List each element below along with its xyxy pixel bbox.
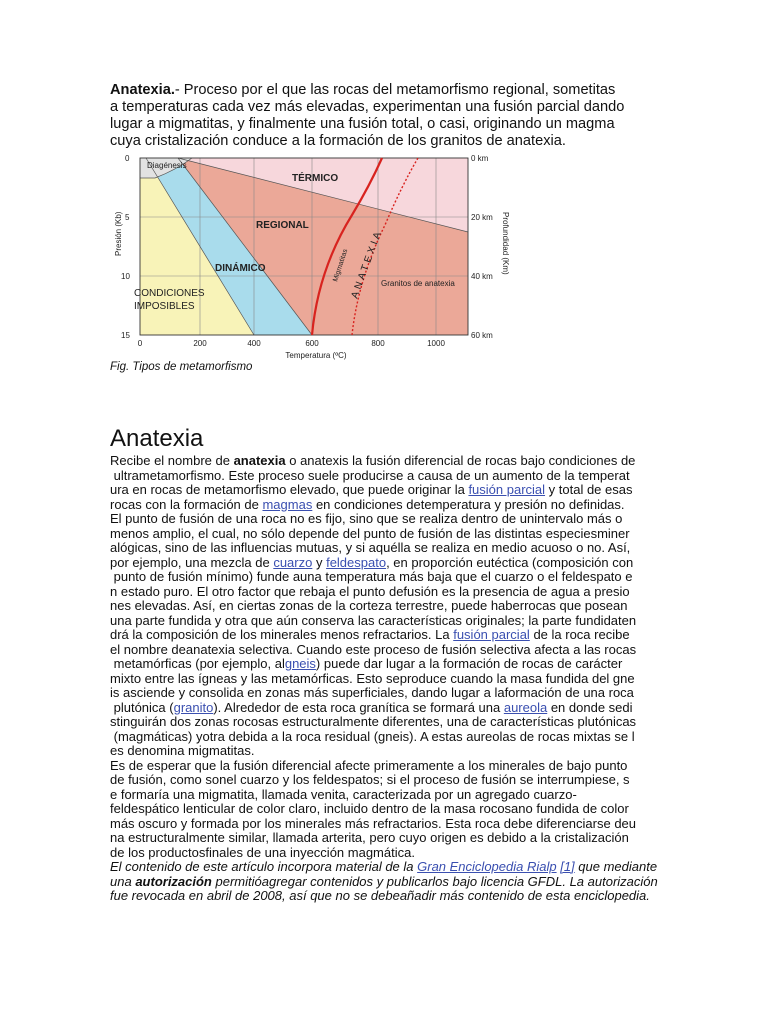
text-run: una parte fundida y otra que aún conserva las características originales; la parte fundidaten [110, 612, 637, 628]
intro-term: Anatexia. [110, 82, 175, 98]
bold-term: autorización [135, 873, 212, 889]
label-imposibles-1: CONDICIONES [134, 288, 205, 299]
label-diagenesis: Diagénesis [147, 161, 187, 170]
label-dinamico: DINÁMICO [215, 263, 266, 274]
depth-tick: 40 km [471, 272, 493, 281]
intro-line: a temperaturas cada vez más elevadas, experimentan una fusión parcial dando [110, 99, 625, 115]
body-line [110, 498, 662, 513]
figure-caption: Fig. Tipos de metamorfismo [110, 361, 253, 373]
article-link[interactable]: aureola [503, 699, 548, 715]
label-anatexia: ANATEXIA [349, 227, 385, 301]
article-link[interactable]: fusión parcial [468, 482, 546, 497]
depth-tick: 60 km [471, 331, 493, 340]
text-run: , en proporción eutéctica (composición con [386, 554, 634, 570]
y-tick: 10 [121, 272, 130, 281]
text-run: y total de esas [545, 482, 633, 497]
text-run: permitióagregar contenidos y publicarlos bajo licencia GFDL. La autorización [211, 873, 658, 889]
note-line [110, 860, 662, 875]
text-run: ) puede dar lugar a la formación de rocas de carácter [315, 656, 623, 671]
text-run: drá la composición de los minerales menos refractarios. La [110, 627, 454, 642]
license-note [110, 860, 662, 904]
note-line [110, 875, 662, 890]
text-run: de la roca recibe [529, 627, 630, 642]
label-regional: REGIONAL [256, 220, 309, 231]
body-line [110, 628, 662, 643]
x-axis-label: Temperatura (ºC) [285, 351, 347, 360]
text-run: punto de fusión mínimo) funde auna temperatura más baja que el cuarzo o el feldespato e [110, 569, 633, 584]
depth-tick: 0 km [471, 154, 489, 163]
body-line [110, 773, 662, 788]
text-run: n estado puro. El otro factor que rebaja el punto defusión es la presencia de agua a presio [110, 583, 630, 599]
text-run: en donde sedi [547, 699, 633, 715]
article-link[interactable]: feldespato [326, 554, 387, 570]
label-migmatitas: Migmatitas [332, 248, 350, 283]
body-line [110, 454, 662, 469]
depth-tick: 20 km [471, 213, 493, 222]
body-line [110, 686, 662, 701]
depth-axis-label: Profundidad (Km) [501, 212, 510, 275]
text-run: Recibe el nombre de [110, 453, 234, 468]
text-run: y [312, 554, 327, 570]
x-tick: 800 [371, 339, 385, 348]
article-link[interactable]: granito [173, 699, 214, 715]
y-tick: 0 [125, 154, 130, 163]
body-line [110, 730, 662, 745]
body-line [110, 512, 662, 527]
bold-term: anatexia [233, 453, 286, 468]
metamorphism-diagram [0, 0, 768, 400]
label-granitos: Granitos de anatexia [381, 279, 455, 288]
body-line [110, 527, 662, 542]
text-run: el nombre deanatexia selectiva. Cuando este proceso de fusión selectiva afecta a las rocas [110, 641, 637, 657]
body-line [110, 744, 662, 759]
text-run: feldespático lenticular de color claro, incluido dentro de la masa rocosano fundida de color [110, 801, 629, 816]
x-tick: 600 [305, 339, 319, 348]
text-run: nes elevadas. Así, en ciertas zonas de la corteza terrestre, puede haberrocas que posean [110, 598, 628, 613]
text-run: El punto de fusión de una roca no es fijo, sino que se realiza dentro de unintervalo más o [110, 511, 623, 526]
text-run: alógicas, sino de las influencias mutuas, y si aquélla se realiza en medio acuoso o no. Así, [110, 540, 631, 555]
text-run: en condiciones detemperatura y presión no definidas. [312, 496, 625, 512]
x-tick: 0 [137, 339, 143, 348]
section-title: Anatexia [110, 425, 204, 452]
label-termico: TÉRMICO [292, 173, 339, 184]
text-run: más oscuro y formada por los minerales más refractarios. Esta roca debe diferenciarse deu [110, 815, 637, 831]
article-link[interactable]: [1] [560, 859, 575, 874]
text-run: plutónica ( [110, 699, 174, 715]
x-axis [138, 339, 446, 360]
intro-line: lugar a migmatitas, y finalmente una fusión total, o casi, originando un magma [110, 116, 615, 132]
text-run: (magmáticas) yotra debida a la roca residual (gneis). A estas aureolas de rocas mixtas se l [110, 728, 635, 744]
article-link[interactable]: fusión parcial [453, 627, 530, 642]
y-tick: 15 [121, 331, 130, 340]
article-link[interactable]: magmas [262, 496, 313, 512]
text-run: de los productosfinales de una inyección magmática. [110, 844, 415, 860]
body-line [110, 846, 662, 861]
text-run: menos amplio, el cual, no sólo depende del punto de fusión de las distintas especiesminer [110, 525, 630, 541]
text-run: e formaría una migmatita, llamada venita, caracterizada por un agregado cuarzo- [110, 786, 577, 802]
y-tick: 5 [125, 213, 130, 222]
article-link[interactable]: Gran Enciclopedia Rialp [417, 859, 557, 874]
body-line [110, 701, 662, 716]
intro-line: - Proceso por el que las rocas del metamorfismo regional, sometitas [174, 82, 616, 98]
text-run: Es de esperar que la fusión diferencial afecte primeramente a los minerales de bajo punto [110, 757, 628, 773]
body-line [110, 802, 662, 817]
text-run: o anatexis la fusión diferencial de rocas bajo condiciones de [285, 453, 636, 468]
body-line [110, 817, 662, 832]
body-line [110, 570, 662, 585]
body-line [110, 556, 662, 571]
body-line [110, 483, 662, 498]
text-run: fue revocada en abril de 2008, así que no se debeañadir más contenido de esta enciclopedia. [110, 888, 650, 903]
y-axis [114, 154, 130, 340]
depth-axis [471, 154, 510, 340]
body-line [110, 657, 662, 672]
text-run: ). Alrededor de esta roca granítica se formará una [213, 699, 504, 715]
body-line [110, 672, 662, 687]
text-run: mixto entre las ígneas y las metamórficas. Esto seproduce cuando la masa fundida del gne [110, 670, 635, 686]
y-axis-label: Presión (Kb) [114, 211, 123, 256]
article-link[interactable]: cuarzo [273, 554, 313, 570]
text-run: es denomina migmatitas. [110, 743, 255, 758]
body-line [110, 614, 662, 629]
body-line [110, 469, 662, 484]
text-run: is asciende y consolida en zonas más superficiales, dando lugar a laformación de una roca [110, 685, 634, 700]
body-line [110, 759, 662, 774]
text-run: rocas con la formación de [110, 496, 263, 512]
body-line [110, 788, 662, 803]
text-run: ultrametamorfismo. Este proceso suele producirse a causa de un aumento de la temperat [110, 467, 630, 483]
text-run: por ejemplo, una mezcla de [110, 554, 274, 570]
text-run: de fusión, como sonel cuarzo y los feldespatos; si el proceso de fusión se interrumpiese, s [110, 772, 630, 787]
x-tick: 400 [247, 339, 261, 348]
text-run: que mediante [574, 859, 658, 874]
body-line [110, 585, 662, 600]
x-tick: 1000 [427, 339, 445, 348]
x-tick: 200 [193, 339, 207, 348]
body-line [110, 643, 662, 658]
text-run: na estructuralmente similar, llamada arterita, pero cuyo origen es debido a la cristalización [110, 830, 629, 845]
article-link[interactable]: gneis [284, 656, 316, 671]
section-body [110, 454, 662, 904]
text-run: una [110, 873, 136, 889]
body-line [110, 599, 662, 614]
text-run: El contenido de este artículo incorpora material de la [110, 859, 418, 874]
label-imposibles-2: IMPOSIBLES [134, 301, 195, 312]
body-line [110, 831, 662, 846]
text-run: stinguirán dos zonas rocosas estructuralmente diferentes, una de características plutónicas [110, 714, 637, 729]
note-line [110, 889, 662, 904]
text-run: metamórficas (por ejemplo, al [110, 656, 285, 671]
text-run: ura en rocas de metamorfismo elevado, que puede originar la [110, 482, 469, 497]
body-line [110, 715, 662, 730]
body-lines [110, 454, 662, 860]
body-line [110, 541, 662, 556]
intro-line: cuya cristalización conduce a la formación de los granitos de anatexia. [110, 133, 566, 149]
